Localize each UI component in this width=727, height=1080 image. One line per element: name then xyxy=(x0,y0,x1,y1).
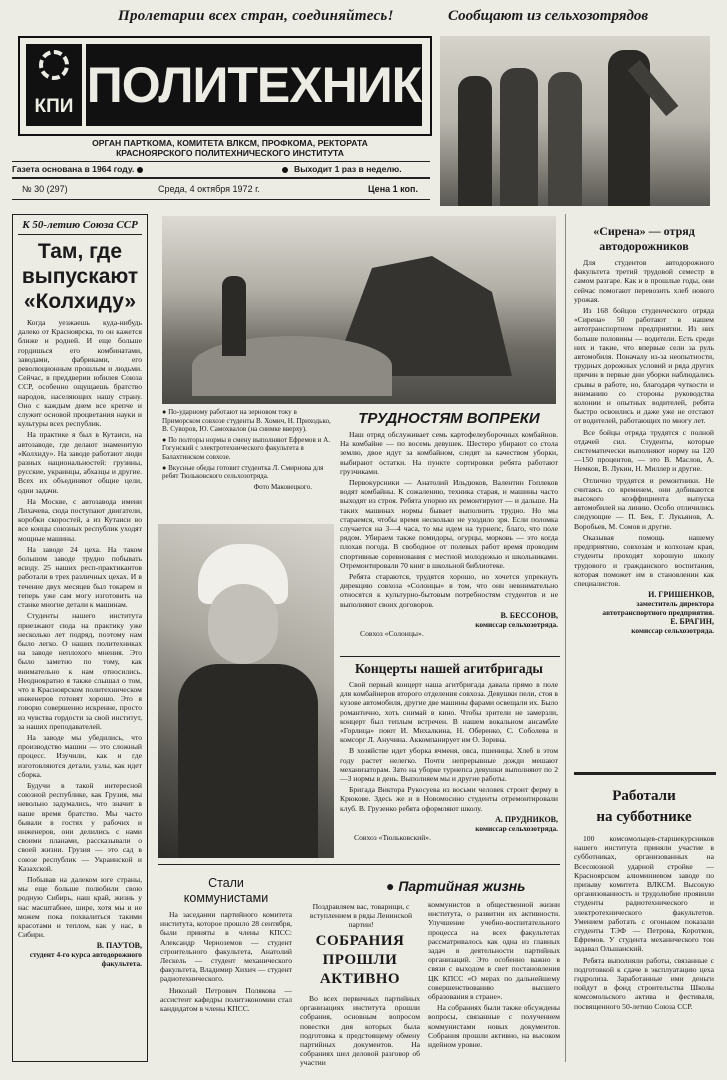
paragraph: коммунистов в общественной жизни института, о развитии их активности. Улучшение учебно-воспитательного процесса на всех факультетах рассматривалось как одна из главных задач в деятельности партийных организаций. Это особенно важно в связи с выходом в свет постановления ЦК КПСС «О мерах по дальнейшему совершенствованию высшего образования в стране». xyxy=(428,900,560,1002)
author: И. ГРИШЕНКОВ, xyxy=(648,590,714,600)
concerts-article xyxy=(340,661,558,844)
paragraph: На заводе 24 цеха. На таком большом заводе трудно побывать всюду. 25 наших респ-практикантов работали в трех различных цехах. И в течение двух месяцев был токарем и теперь уже сам могу изготовить на станке многие детали к машинам. xyxy=(18,544,142,610)
bullet-icon xyxy=(137,167,143,173)
paragraph: На собраниях были также обсуждены вопросы, связанные с получением коммунистами новых документов. Собрания прошли активно, на высоком идейном уровне. xyxy=(428,1003,560,1050)
headline-line: «Сирена» — отряд xyxy=(593,224,695,238)
author-role: студент 4-го курса автодорожного факультета. xyxy=(29,950,142,969)
paragraph: Для студентов автодорожного факультета третий трудовой семестр в самом разгаре. Как и в прошлые годы, они сейчас помогают перевозить хлеб нового урожая. xyxy=(574,258,714,304)
photo-caption: ● Вкусные обеды готовит студентка Л. Смирнова для ребят Тюльковского сельхозотряда. xyxy=(162,463,324,481)
issue-number: № 30 (297) xyxy=(22,184,68,194)
paragraph: Все бойцы отряда трудятся с полной отдачей сил. Студенты, которые систематически выполняют норму на 120—150 процентов, — это В. Маслов, А. Немков, В. Лукин, Н. Миллер и другие. xyxy=(574,427,714,474)
headline: ТРУДНОСТЯМ ВОПРЕКИ xyxy=(358,410,540,427)
photo-grain-threshing xyxy=(162,216,556,404)
founded-note: Газета основана в 1964 году. xyxy=(12,164,135,174)
paragraph: На практике я был в Кутаиси, на автозаводе, где делают знаменитую «Колхиду». На заводе работают люди разных национальностей: грузины, русские, украинцы, абхазцы и другие. Всех их объединяют общие цели, одни задачи. xyxy=(18,430,142,495)
bullet-icon: ● xyxy=(162,435,169,444)
logo-block xyxy=(18,36,432,136)
slogan: Пролетарии всех стран, соединяйтесь! xyxy=(118,8,394,24)
paragraph: На заседании партийного комитета института, которое прошло 28 сентября, были приняты в члены КПСС: Александр Черноземов — студент строительного факультета, Анатолий Лескель — студент механического факультета, Владимир Хихич — студент радиотехнического. xyxy=(160,910,292,984)
photo-caption: ● По-ударному работают на зерновом току в Приморском совхозе студенты В. Хомич, Н. Приходько, В. Суворов, Ю. Самохвалов (на снимке вверху). xyxy=(162,408,331,434)
paragraph: Будучи в такой интересной союзной республике, как Грузия, мы невольно задумались, что значит в наше время братство. Мы часто бывали в гостях у рабочих и инженеров, они делились с нами своими планами, рассказывали о своей жизни. Грузия — это сад в союзе республик — Украинской и Казахской. xyxy=(18,780,142,873)
issue-price: Цена 1 коп. xyxy=(368,184,418,194)
headline-line: ПРОШЛИ xyxy=(322,952,398,968)
paragraph: Бригада Виктора Рукосуева из восьми человек строит ферму в Крюкове. Здесь же и в Новомосино студенты отремонтировали клуб. В. Грузенко ребята оформляют школу. xyxy=(340,785,558,813)
paragraph: Отлично трудятся и ремонтники. Не считаясь со временем, они добиваются высокого коэффициента выпуска автомобилей на линию. Особо отличились следующие — П. Бек, Г. Лукьянов, А. Воробьев, М. Сомов и другие. xyxy=(574,475,714,531)
gear-icon xyxy=(39,50,69,80)
headline-line: автодорожников xyxy=(599,239,689,253)
party-headline xyxy=(300,932,420,989)
headline-line: «Колхиду» xyxy=(23,290,137,313)
author: А. ПРУДНИКОВ, xyxy=(495,814,558,824)
paragraph: На Москве, с автозавода имени Лихачева, сюда поступают двигатели, коробки скоростей, а из Кутаиси во все концы союзных республик уходят мощные машины. xyxy=(18,496,142,543)
headline-line: на субботнике xyxy=(596,809,692,825)
bullet-icon: ● xyxy=(386,878,399,894)
paragraph: Оказывая помощь нашему предприятию, совхозам и колхозам края, студенты проходят хорошую школу трудового и гражданского воспитания, которая поможет им в становлении как специалистов. xyxy=(574,532,714,588)
party-rubric: ● Партийная жизнь xyxy=(386,878,526,894)
paragraph: Наш отряд обслуживает семь картофелеуборочных комбайнов. На комбайне — по восемь девушек. Шестеро убирают со стола землю, двое идут за комбайном, следят за качеством уборки, выбирают остатки. На пункте сортировки ребята работают грузчиками. xyxy=(340,430,558,476)
headline-line: СОБРАНИЯ xyxy=(315,933,405,949)
party-greeting xyxy=(300,902,422,932)
headline-line: Работали xyxy=(612,788,676,804)
paragraph: Студенты нашего института приезжают сюда на практику уже несколько лет подряд, поэтому нам было легко. О наших политехниках на заводе неплохого мнения. Это было заметно по тому, как внимательно к нам относились. Неоднократно я также слышал о том, что в Красноярском политехническом инженеров готовят хорошо. Это я говорю совершенно искренне, просто из чувства гордости за свой институт, за наших преподавателей. xyxy=(18,611,142,731)
communists-article xyxy=(160,876,292,1015)
headline-line: АКТИВНО xyxy=(319,971,401,987)
issue-date: Среда, 4 октября 1972 г. xyxy=(158,184,260,194)
headline-line: выпускают xyxy=(21,265,139,288)
newspaper-title: ПОЛИТЕХНИК xyxy=(86,44,422,126)
paragraph: 100 комсомольцев-старшекурсников нашего института приняли участие в субботниках, организованных на Всесоюзной ударной стройке — Красноярском алюминиевом заводе по призыву комитета ВЛКСМ. Высокую организованность и трудолюбие проявили студенты радиотехнического и электротехнического факультетов. Умением работать с огоньком показали студенты ТЭФ — Петрова, Коротков, Ефремов. У студента механического тон задавал Ольшанский. xyxy=(574,834,714,954)
paragraph: Первокурсники — Анатолий Ильдюков, Валентин Гоплеков водят комбайны. К сожалению, техника старая, и машины часто выходят из строя. Ребята упорно их ремонтируют — и дальше. На таких машинах нормы бывает выполнить трудно. Но мы стараемся, чтобы время несколько не уходило зря. Если поломка случается на 3—4 часа, то мы идем на турнепс, благо, что поле рядом. Убираем также помидоры, огурцы, морковь — это когда плохая погода. В свободное от полевых работ время проводим спортивные соревнования с местной молодежью и школьниками. Отремонтировали 70 книг в школьной библиотеке. xyxy=(340,478,558,570)
party-col2 xyxy=(428,900,560,1051)
paragraph: Свой первый концерт наша агитбригада давала прямо в поле для комбайнеров второго отделения совхоза. Девушки пели, стоя в кузове автомобиля, другие две машины фарами освещали их. Было романтично, хоть снимай в кино. Чтобы зрители не замерзли, концерт был теплым встречен. В нашем вокальном ансамбле «Горлица» поют И. Михалкина, Н. Оберенко, С. Соболева и комсорг Л. Анучина. Аккомпанирует им О. Зорина. xyxy=(340,680,559,745)
author: В. ПАУТОВ, xyxy=(96,941,142,951)
greeting: Поздравляем вас, товарищи, с вступлением в ряды Ленинской партии! xyxy=(309,902,413,930)
headline-line: Там, где xyxy=(37,240,123,263)
paragraph: Из 168 бойцов студенческого отряда «Сирена» 50 работают в нашем автотранспортном предприятии. Из них больше половины — водители. Есть среди них и такие, что впервые сели за руль автомобиля. Поначалу из-за неопытности, трудных дорожных условий и ряда других причин в первые дни уборки наблюдались срывы в работе, но, благодаря чуткости и вниманию со стороны руководства колонии и опытных водителей, ребята быстро освоились и даже уже не отстают от водителей, работающих по многу лет. xyxy=(574,306,714,426)
bullet-icon: ● xyxy=(162,408,169,416)
author: В. БЕССОНОВ, xyxy=(500,610,558,620)
headline-line: коммунистами xyxy=(183,891,269,905)
paragraph: Когда уезжаешь куда-нибудь далеко от Красноярска, то он кажется ближе и родней. И еще больше гордишься его комбинатами, заводами, фабриками, его революционным прошлым и людьми. Сейчас, в преддверии юбилея Союза ССР, особенно ощущаешь братство народов, населяющих нашу страну. Оно с каждым днем все крепче и служит основой процветания науки и культуры всех республик. xyxy=(18,318,142,429)
place: Совхоз «Солонцы». xyxy=(360,628,424,638)
headline-line: Стали xyxy=(208,876,244,890)
photo-cook-portrait xyxy=(158,524,334,858)
frequency-note: Выходит 1 раз в неделю. xyxy=(294,164,402,174)
paragraph: Ребята выполняли работы, связанные с подготовкой к сдаче в эксплуатацию цеха гидролиза. Заработанные ими деньги пойдут в фонд строительства Школы комсомольского актива и фестиваля, посвященного 50-летию Союза ССР. xyxy=(574,955,714,1011)
author-role: комиссар сельхозотряда. xyxy=(631,626,714,636)
subbotnik-article xyxy=(574,786,714,1013)
photo-captions xyxy=(162,408,332,493)
author-role: комиссар сельхозотряда. xyxy=(475,619,558,629)
photo-students-field xyxy=(440,36,710,206)
author: Е. БРАГИН, xyxy=(670,617,714,627)
author-role: комиссар сельхозотряда. xyxy=(475,823,558,833)
photo-credit: Фото Маковецкого. xyxy=(253,482,312,491)
photo-caption: ● По полторы нормы в смену выполняют Ефремов и А. Гогунский с электротехнического факультета в Балахтинском совхозе. xyxy=(162,435,331,461)
difficulties-article xyxy=(340,410,558,640)
left-article xyxy=(12,214,148,1062)
section-banner: Сообщают из сельхозотрядов xyxy=(448,8,649,24)
organ-line-1: ОРГАН ПАРТКОМА, КОМИТЕТА ВЛКСМ, ПРОФКОМА, РЕКТОРАТА xyxy=(92,138,368,148)
headline: Концерты нашей агитбригады xyxy=(355,661,543,676)
paragraph: Ребята стараются, трудятся хорошо, но хочется упрекнуть дирекцию совхоза «Солонцы» в том, что они невнимательно относятся к культурно-бытовым потребностям студентов и не выполняют своих договоров. xyxy=(340,572,558,609)
paragraph: В хозяйстве идет уборка ячменя, овса, пшеницы. Хлеб в этом году растет нелегко. Почти непрерывные дожди мешают механизаторам. Зато на уборке турнепса девушки выполняют по 2—3 нормы в день. Выполняем мы и другие работы. xyxy=(340,746,558,784)
bullet-icon: ● xyxy=(162,463,169,472)
paragraph: Побывав на далеком юге страны, мы еще больше полюбили свою родную Сибирь, наш край, жизнь у нас масштабнее, шире, хотя мы и не можем пока похвалиться такими красотами и теплом, как у нас, в Сибири. xyxy=(18,874,142,940)
paragraph: Во всех первичных партийных организациях института прошли собрания, основным вопросом повестки дня которых была подготовка к предстоящему обмену партийных документов. На собраниях шел деловой разговор об участии xyxy=(300,994,420,1068)
paragraph: На заводе мы убедились, что производство машин — это сложный процесс. Изучили, как и где изготовляются детали, узлы, как идет сборка. xyxy=(18,732,142,779)
paragraph: Николай Петрович Полякова — ассистент кафедры политэкономии стал кандидатом в члены КПСС. xyxy=(160,985,292,1014)
place: Совхоз «Тюльковский». xyxy=(354,832,431,842)
bullet-icon xyxy=(282,167,288,173)
kpi-mark: КПИ xyxy=(34,96,74,117)
organ-line xyxy=(40,138,420,158)
author-role: заместитель директора автотранспортного предприятия. xyxy=(602,599,714,618)
kpi-emblem xyxy=(26,44,82,126)
rubric: К 50-летию Союза ССР xyxy=(18,219,142,235)
sirena-article xyxy=(574,224,714,635)
party-col1 xyxy=(300,994,420,1070)
organ-line-2: КРАСНОЯРСКОГО ПОЛИТЕХНИЧЕСКОГО ИНСТИТУТА xyxy=(116,148,344,158)
